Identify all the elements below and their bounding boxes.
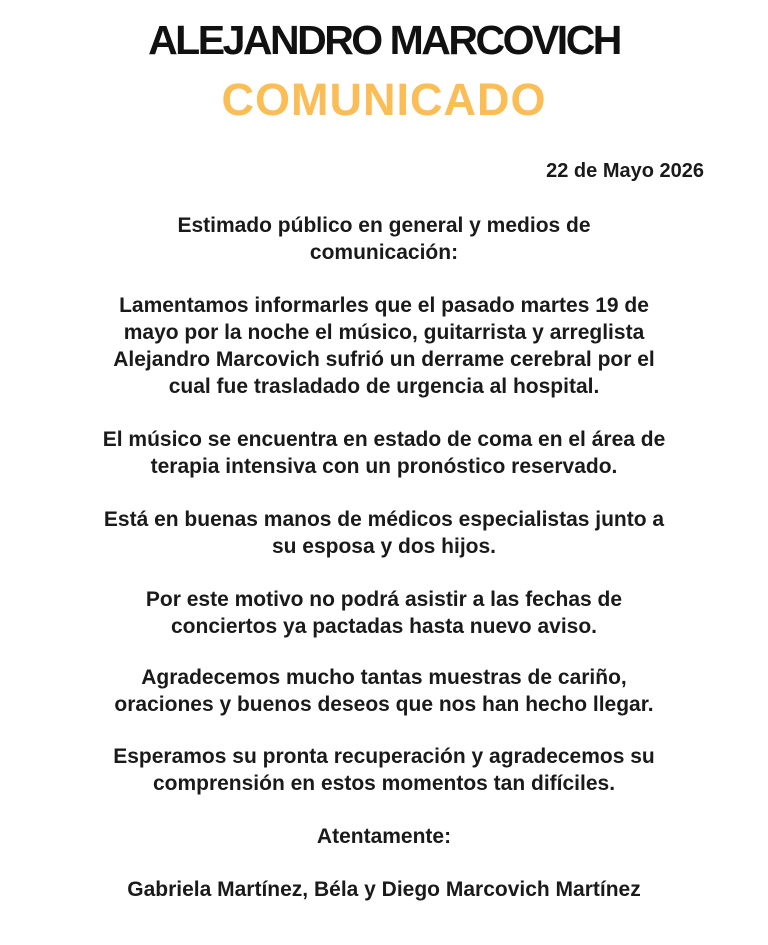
greeting [40,212,728,266]
paragraph-line: Agradecemos mucho tantas muestras de cariño, [141,666,627,689]
paragraph-line: Lamentamos informarles que el pasado martes 19 de [119,294,649,317]
release-date: 22 de Mayo 2026 [546,160,704,182]
greeting-line: Estimado público en general y medios de [177,214,591,237]
paragraph-line: su esposa y dos hijos. [271,535,497,558]
paragraph-line: Alejandro Marcovich sufrió un derrame cerebral por el [113,348,655,371]
communique-heading: COMUNICADO [221,74,547,125]
paragraph-recovery [40,743,728,797]
paragraph-announcement [40,292,728,400]
artist-name-title: ALEJANDRO MARCOVICH [148,17,620,63]
paragraph-line: Por este motivo no podrá asistir a las fechas de [145,588,623,611]
paragraph-line: Esperamos su pronta recuperación y agradecemos su [113,745,655,768]
closing [40,823,728,850]
paragraph-line: Está en buenas manos de médicos especialistas junto a [103,508,665,531]
paragraph-concerts [40,586,728,640]
greeting-line: comunicación: [309,241,459,264]
closing-text: Atentamente: [316,825,452,848]
paragraph-thanks [40,664,728,718]
paragraph-line: terapia intensiva con un pronóstico reservado. [150,455,618,478]
signature [40,876,728,903]
paragraph-line: cual fue trasladado de urgencia al hospital. [168,375,600,398]
signature-text: Gabriela Martínez, Béla y Diego Marcovich Martínez [127,878,641,901]
paragraph-family [40,506,728,560]
paragraph-line: mayo por la noche el músico, guitarrista y arreglista [123,321,645,344]
paragraph-condition [40,426,728,480]
paragraph-line: comprensión en estos momentos tan difíciles. [152,772,616,795]
paragraph-line: oraciones y buenos deseos que nos han hecho llegar. [114,693,654,716]
paragraph-line: El músico se encuentra en estado de coma en el área de [102,428,666,451]
paragraph-line: conciertos ya pactadas hasta nuevo aviso. [170,615,597,638]
